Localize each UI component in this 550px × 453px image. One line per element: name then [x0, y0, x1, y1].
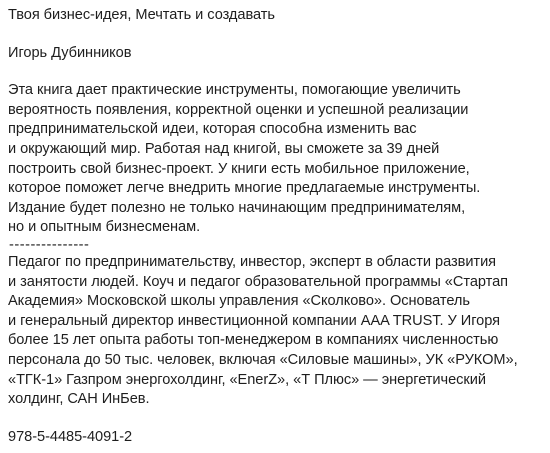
- bio-line: и генеральный директор инвестиционной компании AAA TRUST. У Игоря: [8, 312, 500, 329]
- section-separator: ---------------: [9, 236, 90, 253]
- description-line: построить свой бизнес-проект. У книги есть мобильное приложение,: [8, 160, 470, 177]
- bio-line: «ТГК-1» Газпром энергохолдинг, «EnerZ», «Т Плюс» — энергетический: [8, 371, 486, 388]
- bio-line: Педагог по предпринимательству, инвестор, эксперт в области развития: [8, 253, 497, 270]
- description-line: предпринимательской идеи, которая способна изменить вас: [8, 121, 417, 138]
- bio-line: холдинг, САН ИнБев.: [8, 391, 150, 408]
- description-line: но и опытным бизнесменам.: [8, 219, 201, 236]
- book-title: Твоя бизнес-идея, Мечтать и создавать: [8, 7, 275, 23]
- description-line: и окружающий мир. Работая над книгой, вы сможете за 39 дней: [8, 140, 440, 157]
- bio-line: персонала до 50 тыс. человек, включая «Силовые машины», УК «РУКОМ»,: [8, 351, 518, 368]
- description-line: Эта книга дает практические инструменты, помогающие увеличить: [8, 82, 461, 99]
- description-line: Издание будет полезно не только начинающим предпринимателям,: [8, 199, 466, 216]
- bio-line: более 15 лет опыта работы топ-менеджером в компаниях численностью: [8, 332, 499, 349]
- description-line: которое поможет легче внедрить многие предлагаемые инструменты.: [8, 180, 481, 197]
- book-description: [8, 81, 542, 238]
- description-line: вероятность появления, корректной оценки и успешной реализации: [8, 101, 469, 118]
- bio-line: Академия» Московской школы управления «Сколково». Основатель: [8, 293, 470, 310]
- author-bio: [8, 253, 542, 410]
- bio-line: и занятости людей. Коуч и педагог образовательной программы «Стартап: [8, 273, 509, 290]
- isbn: 978-5-4485-4091-2: [8, 428, 133, 445]
- book-author: Игорь Дубинников: [8, 44, 132, 61]
